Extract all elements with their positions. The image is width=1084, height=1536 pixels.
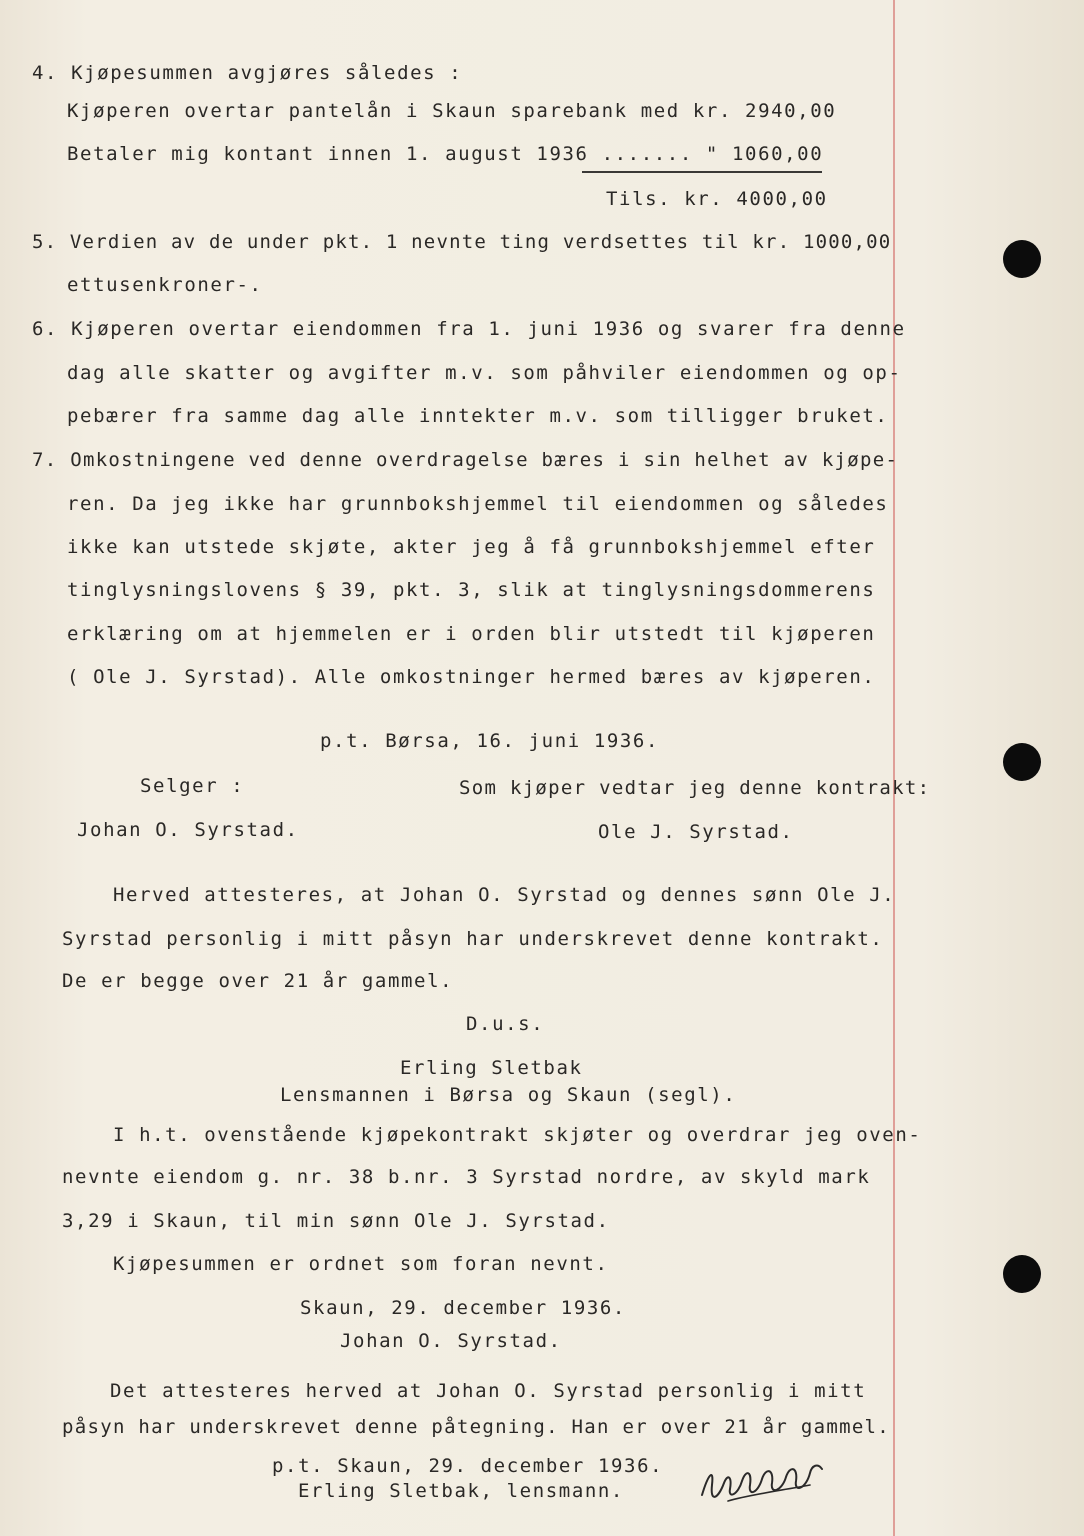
- text-line: Tils. kr. 4000,00: [606, 188, 828, 210]
- text-line: 3,29 i Skaun, til min sønn Ole J. Syrstad.: [62, 1210, 610, 1232]
- sum-underline: [582, 171, 822, 173]
- text-line: Selger :: [140, 775, 245, 797]
- text-line: 4. Kjøpesummen avgjøres således :: [32, 62, 463, 84]
- text-line: Som kjøper vedtar jeg denne kontrakt:: [459, 777, 931, 799]
- text-line: 7. Omkostningene ved denne overdragelse bæres i sin helhet av kjøpe-: [32, 449, 899, 471]
- text-line: Erling Sletbak, lensmann.: [298, 1480, 624, 1502]
- text-line: Ole J. Syrstad.: [598, 821, 794, 843]
- text-line: nevnte eiendom g. nr. 38 b.nr. 3 Syrstad nordre, av skyld mark: [62, 1166, 871, 1188]
- text-line: Kjøpesummen er ordnet som foran nevnt.: [113, 1253, 609, 1275]
- text-line: tinglysningslovens § 39, pkt. 3, slik at tinglysningsdommerens: [67, 579, 876, 601]
- handwritten-signature: [698, 1455, 828, 1510]
- text-line: Syrstad personlig i mitt påsyn har underskrevet denne kontrakt.: [62, 928, 884, 950]
- text-line: Det attesteres herved at Johan O. Syrstad personlig i mitt: [110, 1380, 867, 1402]
- text-line: Herved attesteres, at Johan O. Syrstad og dennes sønn Ole J.: [113, 884, 896, 906]
- text-line: 5. Verdien av de under pkt. 1 nevnte ting verdsettes til kr. 1000,00: [32, 231, 892, 253]
- text-line: ( Ole J. Syrstad). Alle omkostninger hermed bæres av kjøperen.: [67, 666, 876, 688]
- text-line: I h.t. ovenstående kjøpekontrakt skjøter og overdrar jeg oven-: [113, 1124, 922, 1146]
- text-line: påsyn har underskrevet denne påtegning. Han er over 21 år gammel.: [62, 1416, 891, 1438]
- text-line: Lensmannen i Børsa og Skaun (segl).: [280, 1084, 737, 1106]
- text-line: Skaun, 29. december 1936.: [300, 1297, 626, 1319]
- text-line: p.t. Børsa, 16. juni 1936.: [320, 730, 660, 752]
- text-line: D.u.s.: [466, 1013, 545, 1035]
- text-line: ikke kan utstede skjøte, akter jeg å få grunnbokshjemmel efter: [67, 536, 876, 558]
- text-line: ettusenkroner-.: [67, 274, 263, 296]
- text-line: ren. Da jeg ikke har grunnbokshjemmel til eiendommen og således: [67, 493, 889, 515]
- text-line: Betaler mig kontant innen 1. august 1936 ....... " 1060,00: [67, 143, 824, 165]
- text-line: erklæring om at hjemmelen er i orden blir utstedt til kjøperen: [67, 623, 876, 645]
- text-line: pebærer fra samme dag alle inntekter m.v. som tilligger bruket.: [67, 405, 889, 427]
- text-line: Johan O. Syrstad.: [340, 1330, 562, 1352]
- text-line: p.t. Skaun, 29. december 1936.: [272, 1455, 664, 1477]
- margin-line: [893, 0, 895, 1536]
- punch-hole-top: [1003, 240, 1041, 278]
- text-line: Erling Sletbak: [400, 1057, 583, 1079]
- punch-hole-bottom: [1003, 1255, 1041, 1293]
- text-line: Kjøperen overtar pantelån i Skaun sparebank med kr. 2940,00: [67, 100, 837, 122]
- punch-hole-middle: [1003, 743, 1041, 781]
- text-line: De er begge over 21 år gammel.: [62, 970, 454, 992]
- text-line: 6. Kjøperen overtar eiendommen fra 1. juni 1936 og svarer fra denne: [32, 318, 906, 340]
- text-line: Johan O. Syrstad.: [77, 819, 299, 841]
- text-line: dag alle skatter og avgifter m.v. som påhviler eiendommen og op-: [67, 362, 902, 384]
